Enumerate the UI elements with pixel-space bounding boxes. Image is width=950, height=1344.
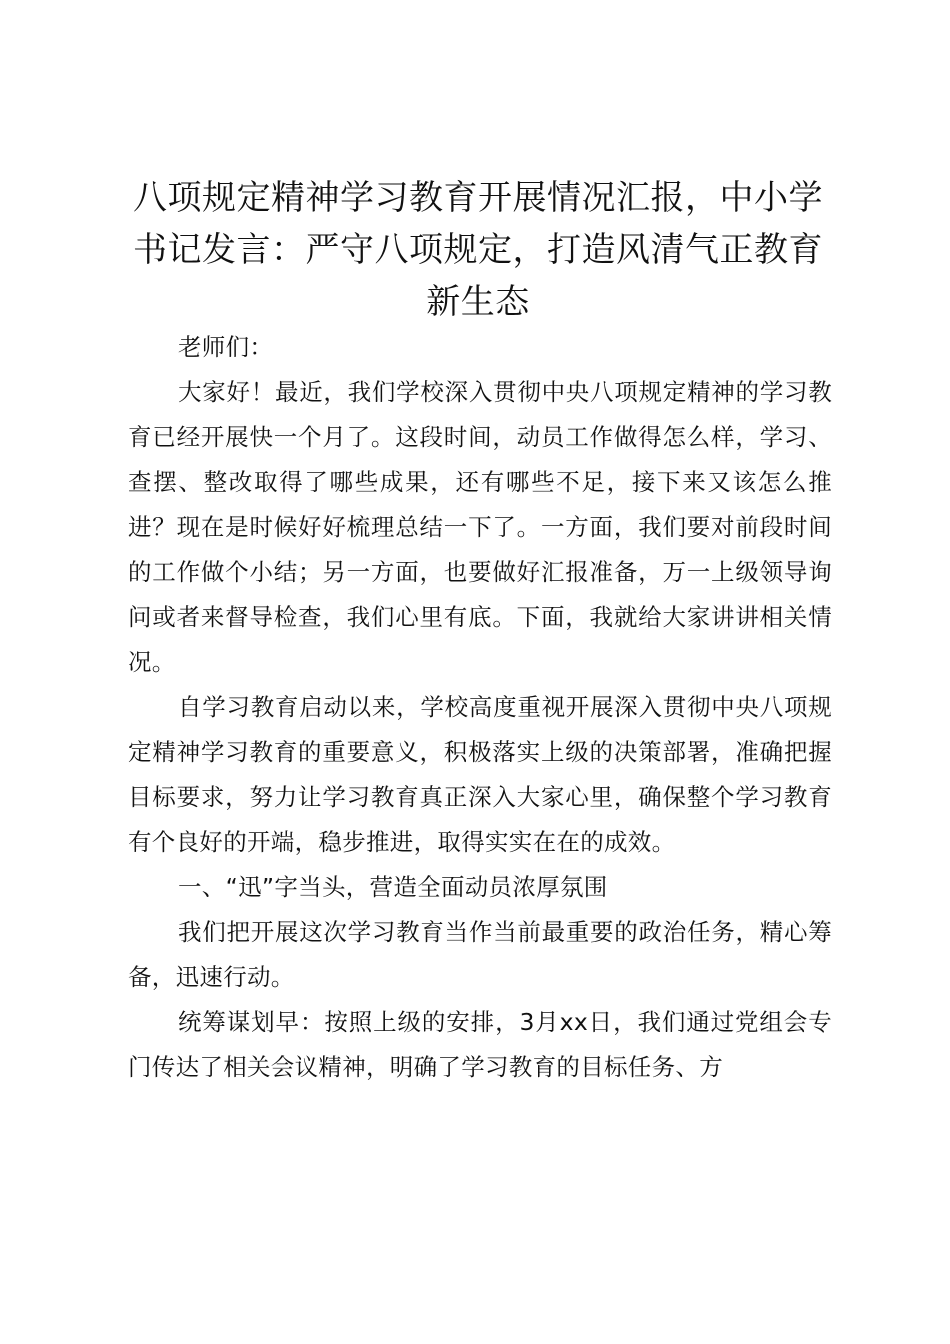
section-paragraph: 我们把开展这次学习教育当作当前最重要的政治任务，精心筹备，迅速行动。 bbox=[128, 918, 832, 991]
intro-paragraph: 自学习教育启动以来，学校高度重视开展深入贯彻中央八项规定精神学习教育的重要意义，积极落实上级的决策部署，准确把握目标要求，努力让学习教育真正深入大家心里，确保整个学习教育有个良好的开端，稳步推进，取得实实在在的成效。 bbox=[128, 693, 832, 856]
document-title: 八项规定精神学习教育开展情况汇报，中小学书记发言：严守八项规定，打造风清气正教育新生态 bbox=[133, 178, 823, 322]
document-body bbox=[128, 325, 832, 1090]
planning-paragraph: 统筹谋划早：按照上级的安排，3月xx日，我们通过党组会专门传达了相关会议精神，明确了学习教育的目标任务、方 bbox=[128, 1008, 832, 1081]
greeting-paragraph: 大家好！最近，我们学校深入贯彻中央八项规定精神的学习教育已经开展快一个月了。这段时间，动员工作做得怎么样，学习、查摆、整改取得了哪些成果，还有哪些不足，接下来又该怎么推进？现在是时候好好梳理总结一下了。一方面，我们要对前段时间的工作做个小结；另一方面，也要做好汇报准备，万一上级领导询问或者来督导检查，我们心里有底。下面，我就给大家讲讲相关情况。 bbox=[128, 378, 832, 676]
salutation-paragraph: 老师们： bbox=[178, 333, 274, 361]
section-heading: 一、“迅”字当头，营造全面动员浓厚氛围 bbox=[178, 873, 608, 901]
